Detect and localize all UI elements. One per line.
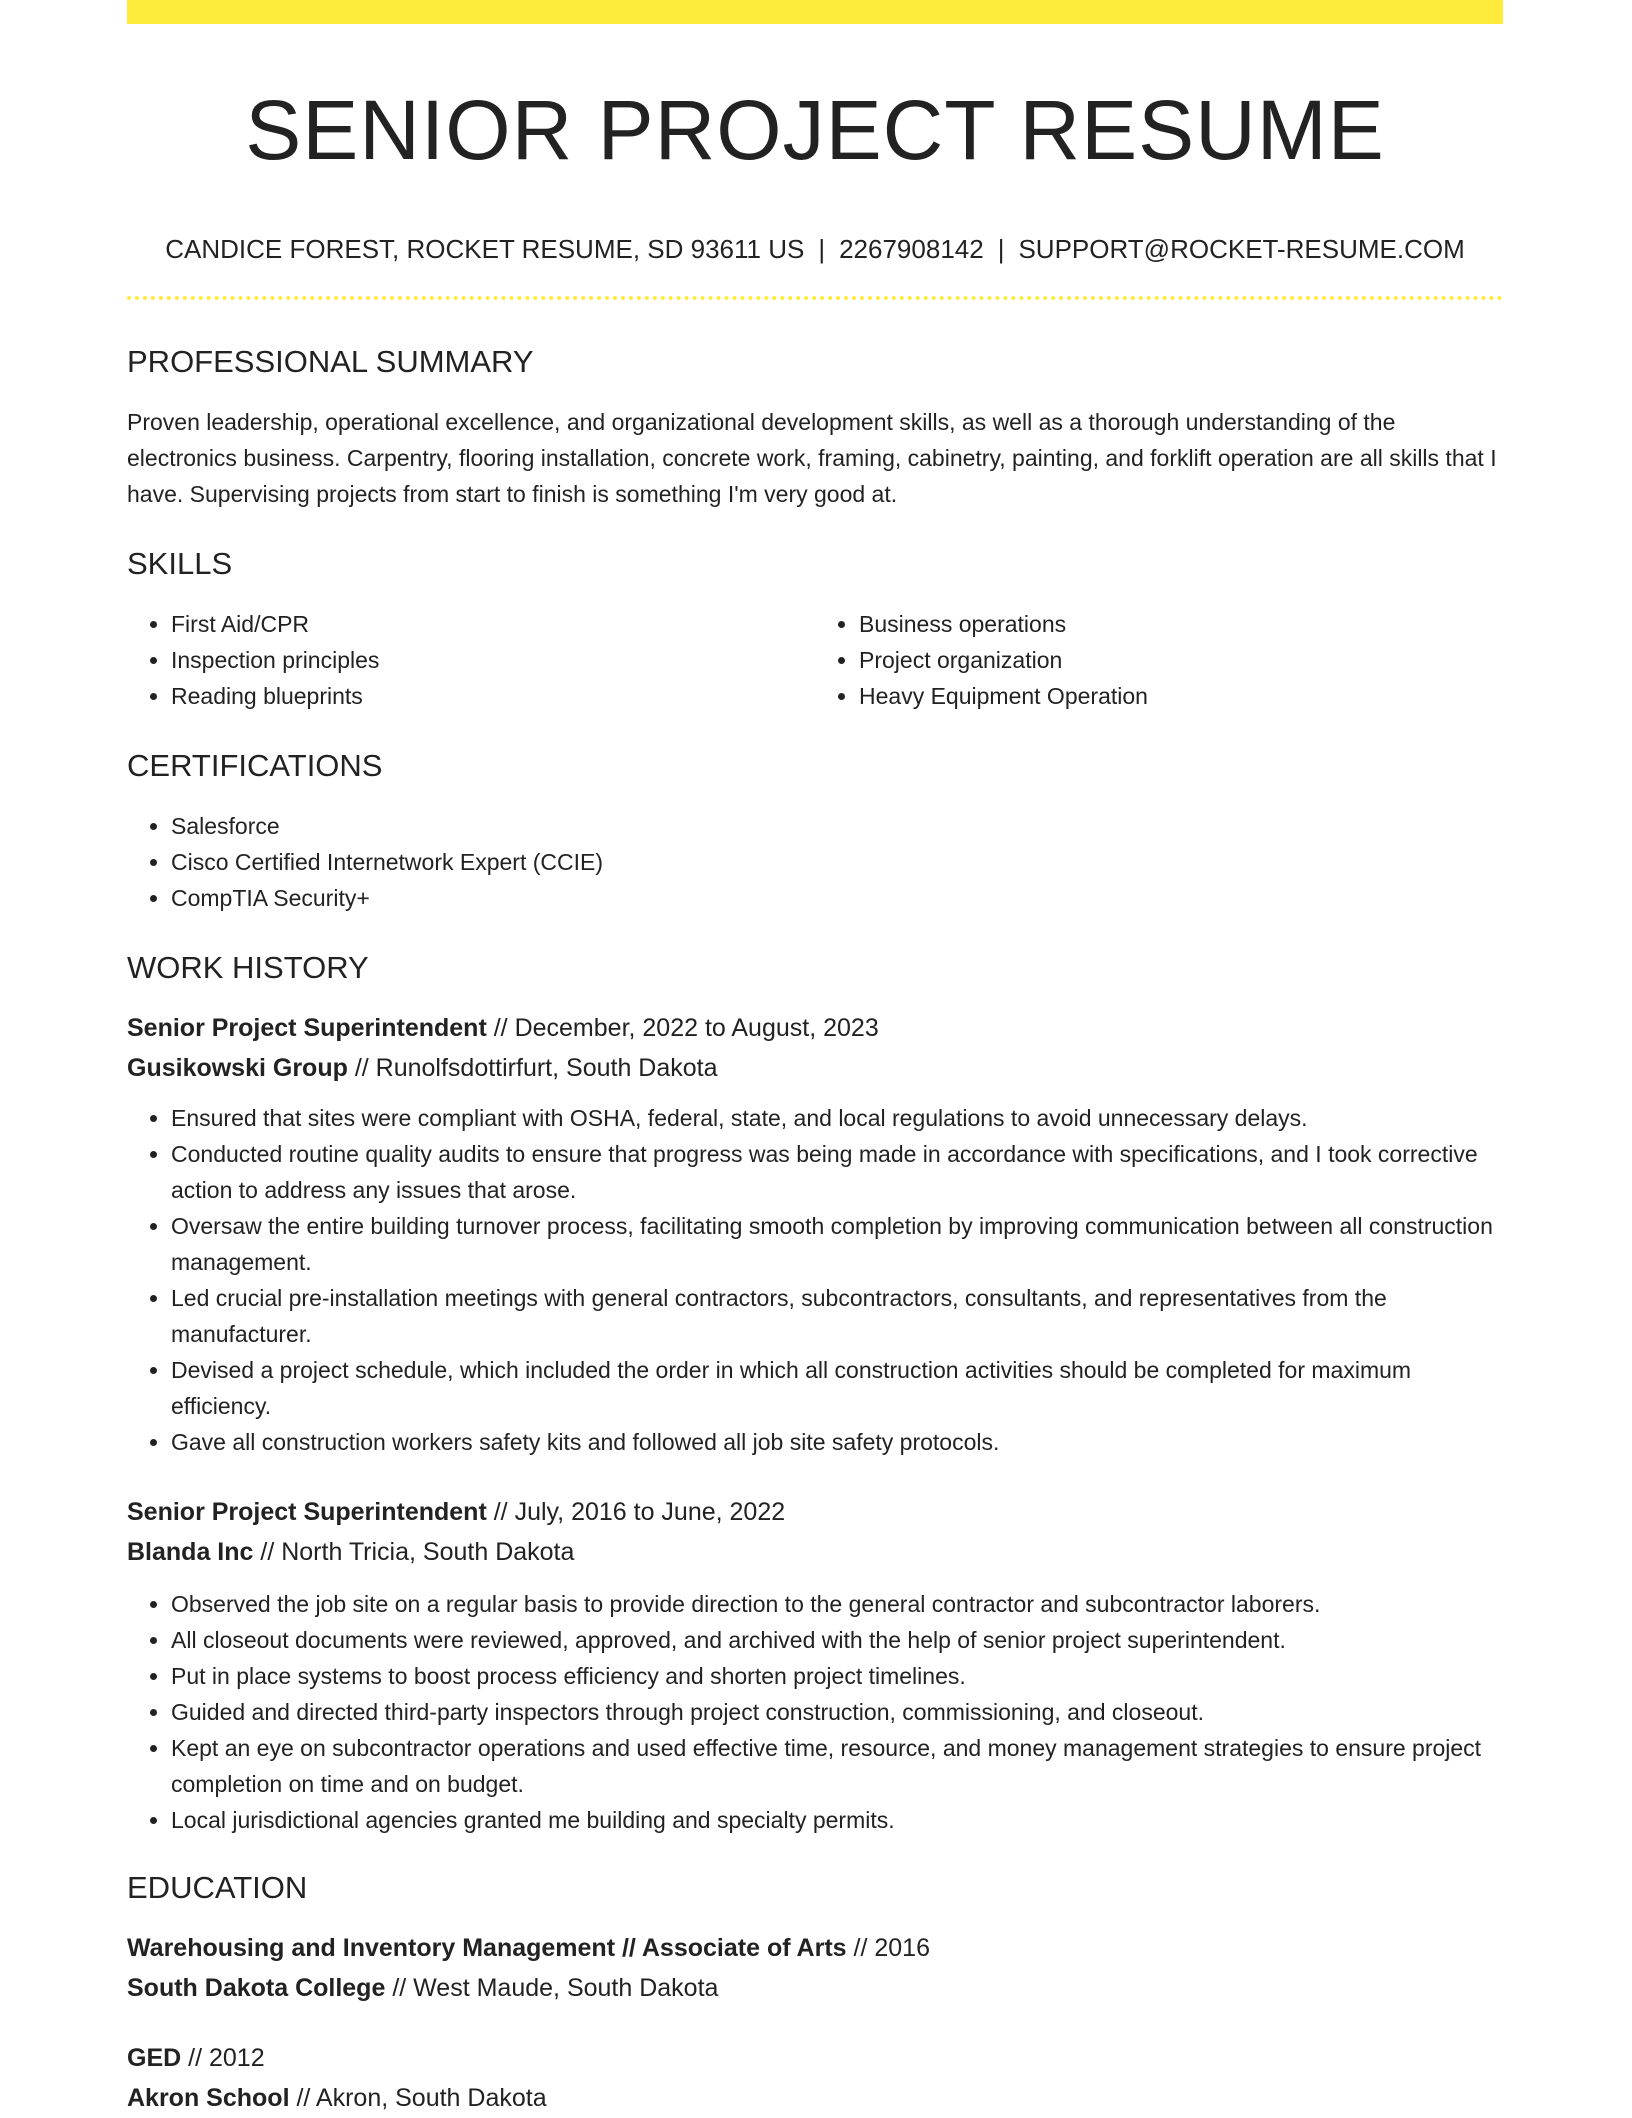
job-title: Senior Project Superintendent: [127, 1014, 487, 1042]
education-school-line: [127, 2078, 1503, 2118]
resume-content: [127, 0, 1503, 2118]
resume-title: SENIOR PROJECT RESUME: [245, 83, 1385, 177]
education-school-line: [127, 1968, 1503, 2008]
job-title-line: [127, 1008, 1503, 1048]
skill-item: • First Aid/CPR: [171, 606, 815, 642]
contact-email: SUPPORT@ROCKET-RESUME.COM: [1018, 234, 1465, 264]
education-entry: [127, 2038, 1503, 2118]
job-location: // Runolfsdottirfurt, South Dakota: [354, 1054, 718, 1082]
summary-heading: PROFESSIONAL SUMMARY: [127, 344, 534, 379]
education-degree-line: [127, 1928, 1503, 1968]
job-bullet: • All closeout documents were reviewed, approved, and archived with the help of senior project superintendent.: [171, 1622, 1503, 1658]
job-bullet: • Local jurisdictional agencies granted me building and specialty permits.: [171, 1802, 1503, 1838]
job-bullet: • Led crucial pre-installation meetings with general contractors, subcontractors, consultants, and representatives from the manufacturer.: [171, 1280, 1503, 1352]
job-entry: [127, 1008, 1503, 1460]
job-location: // North Tricia, South Dakota: [260, 1538, 575, 1566]
job-bullet: • Oversaw the entire building turnover process, facilitating smooth completion by improving communication between all construction management.: [171, 1208, 1503, 1280]
education-school: South Dakota College: [127, 1974, 386, 2002]
contact-address: CANDICE FOREST, ROCKET RESUME, SD 93611 US: [165, 234, 805, 264]
job-bullet: • Observed the job site on a regular basis to provide direction to the general contractor and subcontractor laborers.: [171, 1586, 1503, 1622]
job-bullet: • Guided and directed third-party inspectors through project construction, commissioning, and closeout.: [171, 1694, 1503, 1730]
job-bullet: • Devised a project schedule, which included the order in which all construction activities should be completed for maximum efficiency.: [171, 1352, 1503, 1424]
certifications-heading: CERTIFICATIONS: [127, 748, 383, 783]
skills-heading: SKILLS: [127, 546, 233, 581]
education-degree: GED: [127, 2044, 182, 2072]
skills-list: [127, 606, 1503, 714]
work-history-heading: WORK HISTORY: [127, 950, 369, 985]
education-degree-line: [127, 2038, 1503, 2078]
certification-item: • Cisco Certified Internetwork Expert (CCIE): [171, 844, 1503, 880]
job-title-line: [127, 1492, 1503, 1532]
job-company-line: [127, 1048, 1503, 1088]
skill-item: • Reading blueprints: [171, 678, 815, 714]
education-school: Akron School: [127, 2084, 290, 2112]
skill-item: • Business operations: [859, 606, 1503, 642]
job-bullet: • Kept an eye on subcontractor operations and used effective time, resource, and money management strategies to ensure project completion on time and on budget.: [171, 1730, 1503, 1802]
job-dates: // July, 2016 to June, 2022: [493, 1498, 786, 1526]
job-company: Blanda Inc: [127, 1538, 254, 1566]
contact-separator: |: [818, 234, 826, 264]
job-bullets: [127, 1586, 1503, 1838]
job-title: Senior Project Superintendent: [127, 1498, 487, 1526]
job-company-line: [127, 1532, 1503, 1572]
education-year: // 2016: [853, 1934, 930, 1962]
job-bullets: [127, 1100, 1503, 1460]
skills-column-left: [127, 606, 815, 714]
education-location: // West Maude, South Dakota: [392, 1974, 719, 2002]
contact-line: [127, 232, 1503, 266]
job-entry: [127, 1492, 1503, 1838]
dotted-divider: [127, 296, 1503, 300]
contact-phone: 2267908142: [839, 234, 984, 264]
job-company: Gusikowski Group: [127, 1054, 348, 1082]
job-dates: // December, 2022 to August, 2023: [493, 1014, 879, 1042]
certification-item: • Salesforce: [171, 808, 1503, 844]
education-heading: EDUCATION: [127, 1870, 308, 1905]
summary-text: Proven leadership, operational excellence, and organizational development skills, as well as a thorough understanding of the electronics business. Carpentry, flooring installation, concrete work, framing, cabinetry, painting, and forklift operation are all skills that I have. Supervising projects from start to finish is something I'm very good at.: [127, 409, 1497, 507]
job-bullet: • Put in place systems to boost process efficiency and shorten project timelines.: [171, 1658, 1503, 1694]
contact-separator: |: [997, 234, 1005, 264]
education-degree: Warehousing and Inventory Management // Associate of Arts: [127, 1934, 847, 1962]
job-bullet: • Gave all construction workers safety kits and followed all job site safety protocols.: [171, 1424, 1503, 1460]
certification-item: • CompTIA Security+: [171, 880, 1503, 916]
skill-item: • Inspection principles: [171, 642, 815, 678]
skill-item: • Project organization: [859, 642, 1503, 678]
job-bullet: • Conducted routine quality audits to ensure that progress was being made in accordance with specifications, and I took corrective action to address any issues that arose.: [171, 1136, 1503, 1208]
job-bullet: • Ensured that sites were compliant with OSHA, federal, state, and local regulations to avoid unnecessary delays.: [171, 1100, 1503, 1136]
education-entry: [127, 1928, 1503, 2008]
education-year: // 2012: [188, 2044, 265, 2072]
education-location: // Akron, South Dakota: [296, 2084, 547, 2112]
certifications-list: [127, 808, 1503, 916]
skills-column-right: [815, 606, 1503, 714]
skill-item: • Heavy Equipment Operation: [859, 678, 1503, 714]
